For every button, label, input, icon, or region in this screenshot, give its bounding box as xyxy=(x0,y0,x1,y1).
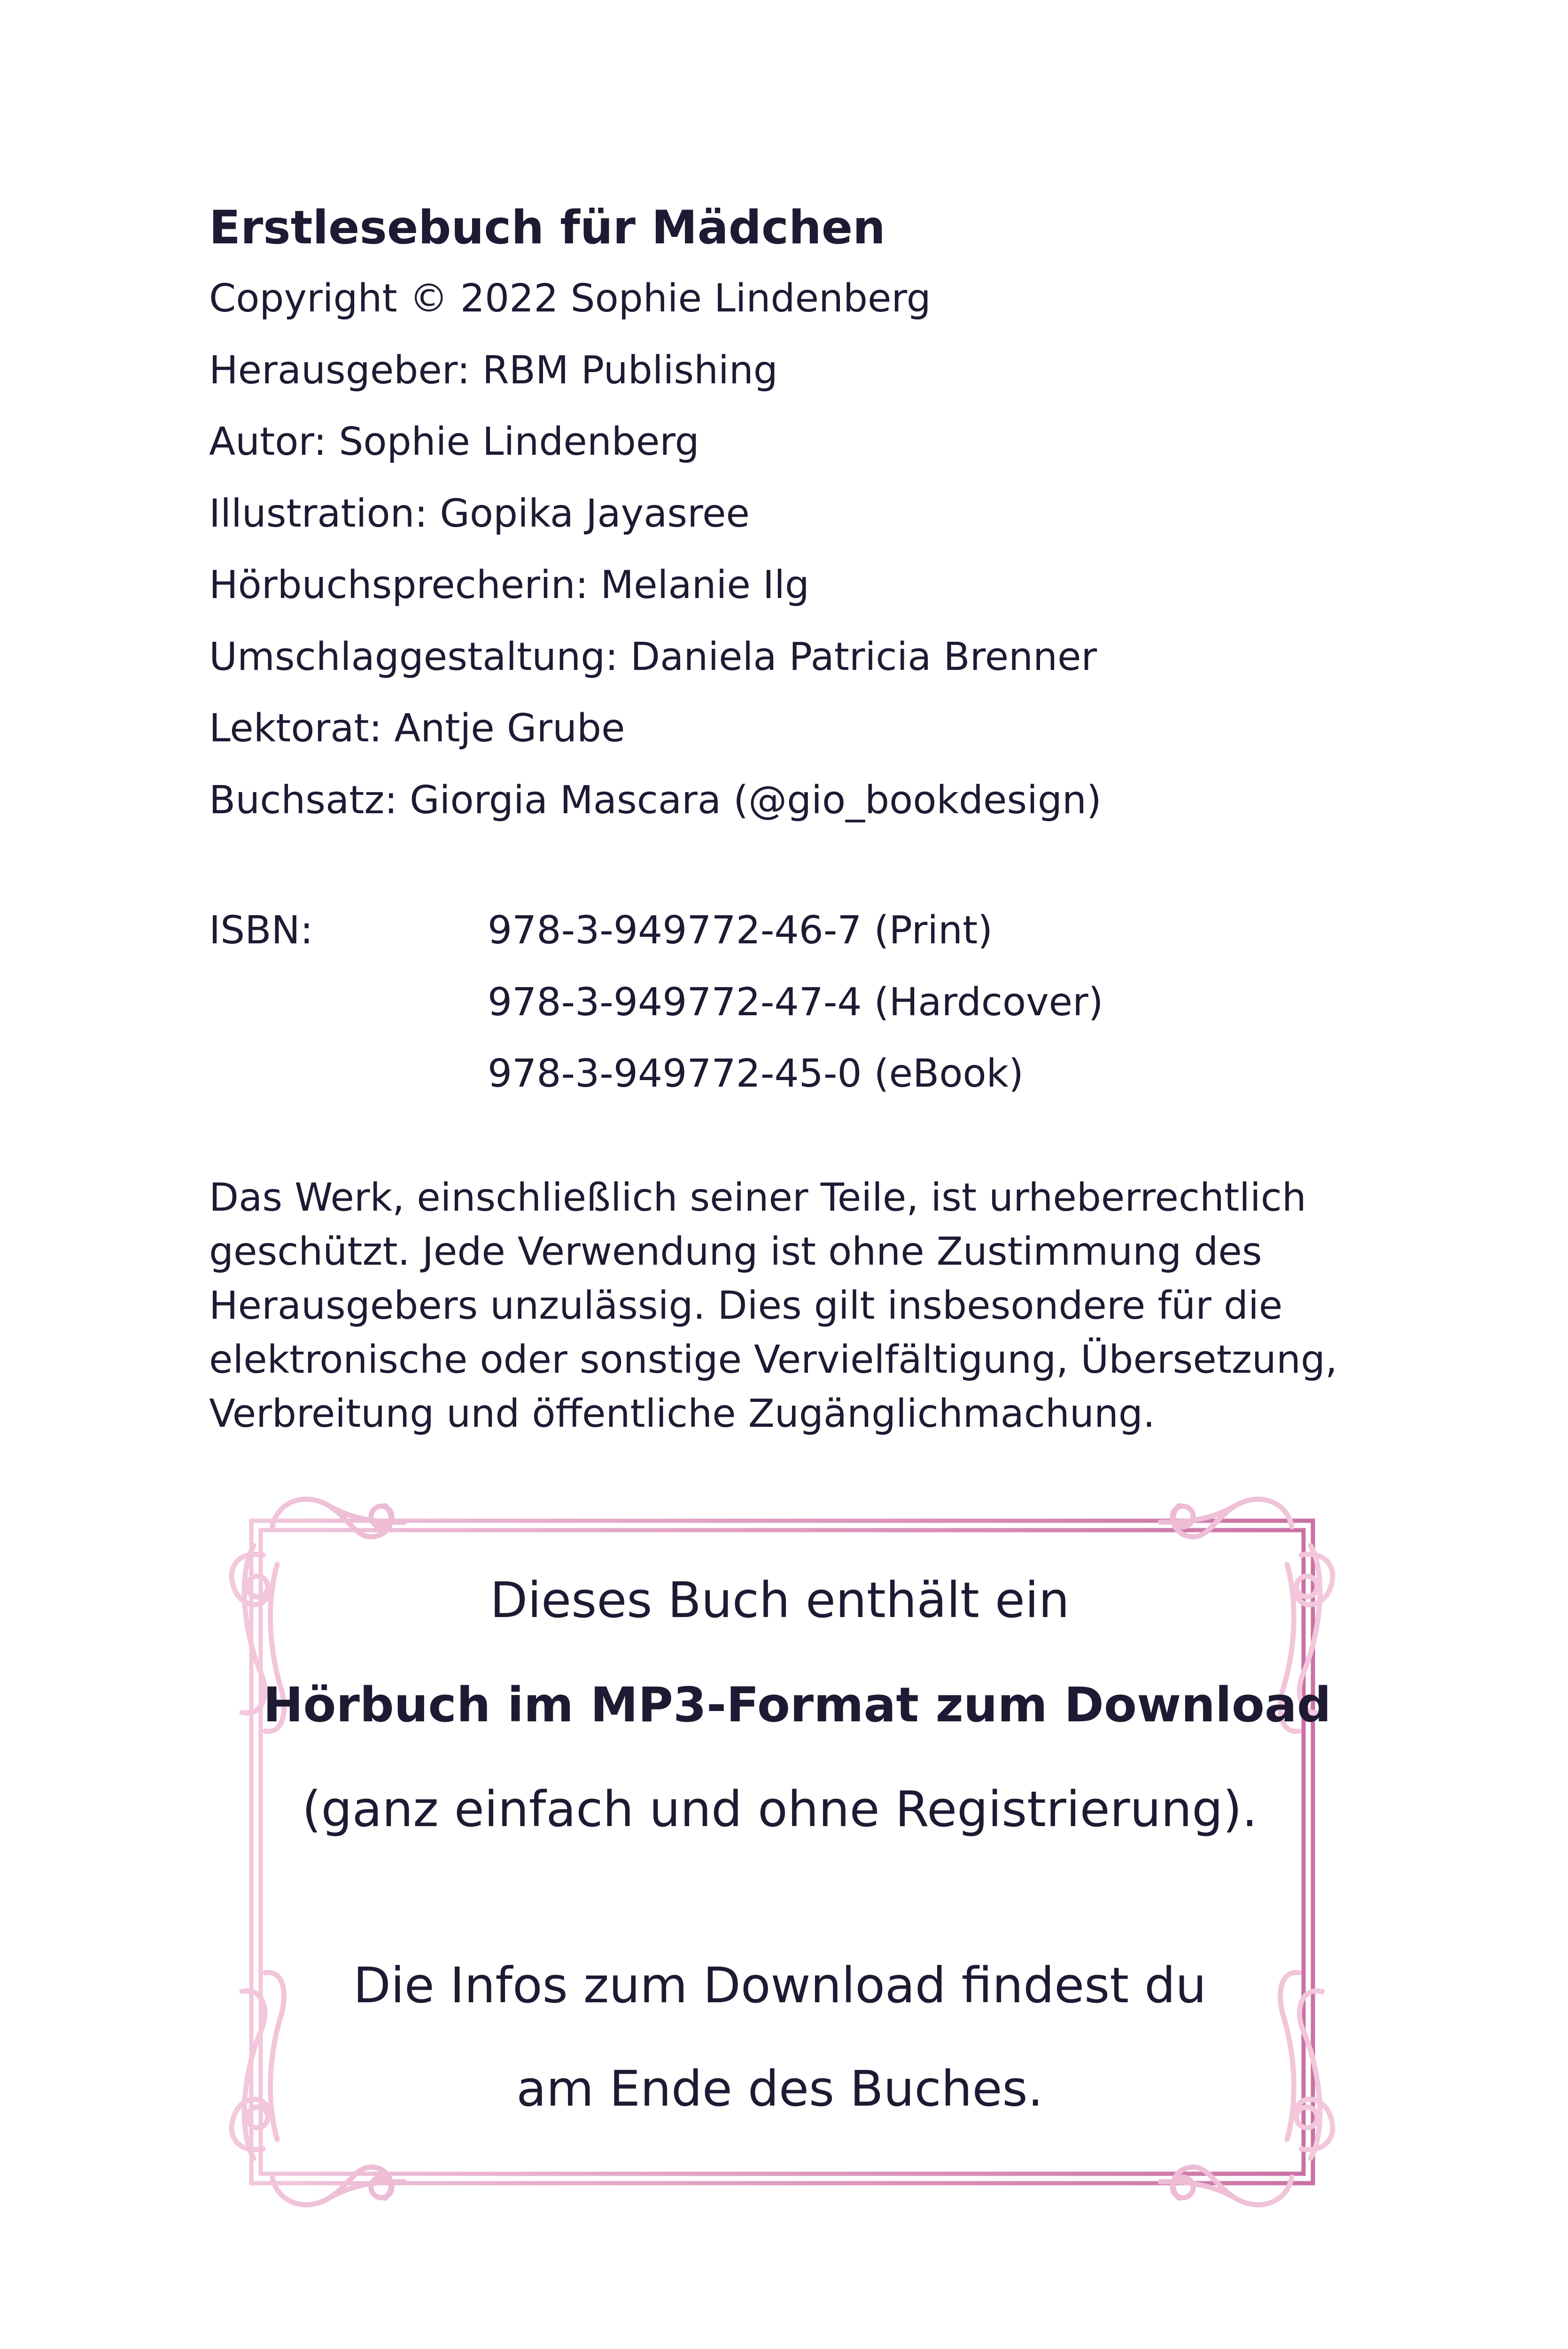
isbn-ebook: 978-3-949772-45-0 (eBook) xyxy=(488,1051,1024,1096)
editing-line: Lektorat: Antje Grube xyxy=(209,706,625,751)
box-line-1: Dieses Buch enthält ein xyxy=(490,1571,1070,1629)
cover-design-line: Umschlaggestaltung: Daniela Patricia Brenner xyxy=(209,634,1097,679)
copyright-line: Copyright © 2022 Sophie Lindenberg xyxy=(209,276,931,321)
illustration-line: Illustration: Gopika Jayasree xyxy=(209,491,750,536)
notice-line: elektronische oder sonstige Vervielfältigung, Übersetzung, xyxy=(209,1338,1338,1382)
notice-line: Das Werk, einschließlich seiner Teile, ist urheberrechtlich xyxy=(209,1175,1306,1220)
book-title: Erstlesebuch für Mädchen xyxy=(209,201,885,255)
isbn-hardcover: 978-3-949772-47-4 (Hardcover) xyxy=(488,980,1103,1025)
box-line-2-audiobook: Hörbuch im MP3-Format zum Download xyxy=(263,1677,1331,1733)
box-line-3: (ganz einfach und ohne Registrierung). xyxy=(302,1781,1258,1838)
notice-line: Verbreitung und öffentliche Zugänglichmachung. xyxy=(209,1392,1156,1436)
isbn-print: 978-3-949772-46-7 (Print) xyxy=(488,908,993,953)
narrator-line: Hörbuchsprecherin: Melanie Ilg xyxy=(209,563,809,607)
notice-line: geschützt. Jede Verwendung ist ohne Zustimmung des xyxy=(209,1229,1262,1274)
isbn-label: ISBN: xyxy=(209,908,313,953)
typesetting-line: Buchsatz: Giorgia Mascara (@gio_bookdesign) xyxy=(209,778,1102,823)
box-line-4: Die Infos zum Download findest du xyxy=(353,1957,1207,2014)
box-line-5: am Ende des Buches. xyxy=(516,2060,1043,2117)
author-line: Autor: Sophie Lindenberg xyxy=(209,420,699,464)
publisher-line: Herausgeber: RBM Publishing xyxy=(209,348,778,393)
notice-line: Herausgebers unzulässig. Dies gilt insbesondere für die xyxy=(209,1283,1283,1328)
